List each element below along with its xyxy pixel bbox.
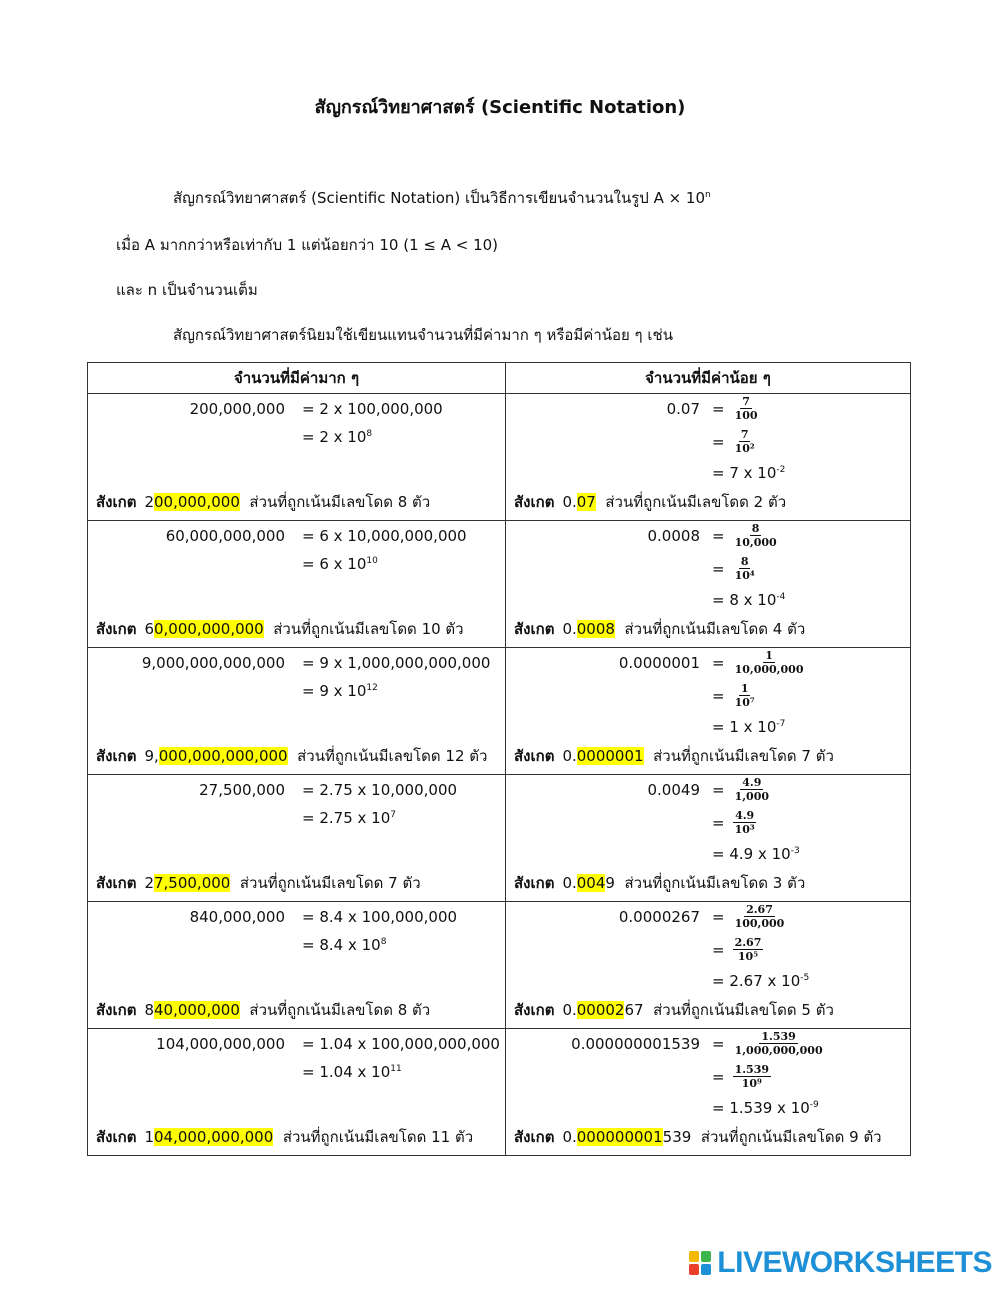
power-fraction-form: = $\frac{7}{\text{10²}}$ xyxy=(712,428,755,455)
intro-line-1: สัญกรณ์วิทยาศาสตร์ (Scientific Notation) เป็นวิธีการเขียนจำนวนในรูป $A \times 10^n$ xyxy=(173,189,711,207)
scientific-form: = 2.67 x $10^{-5}$ xyxy=(712,972,810,990)
small-number: 0.07 xyxy=(666,400,700,418)
scientific-form: = 2 x $10^8$ xyxy=(302,428,373,446)
power-fraction-form: = $\frac{8}{\text{10⁴}}$ xyxy=(712,555,755,582)
fraction-form: = $\frac{7}{100}$ xyxy=(712,395,758,422)
small-number: 0.0008 xyxy=(647,527,700,545)
highlighted-digits: 000,000,000,000 xyxy=(158,747,288,765)
scientific-form: = 7 x $10^{-2}$ xyxy=(712,464,786,482)
fraction-form: = $\frac{1.539}{1,000,000,000}$ xyxy=(712,1030,823,1057)
notation-table xyxy=(87,362,911,1156)
observation-note: สังเกต 0.07 ส่วนที่ถูกเน้นมีเลขโดด 2 ตัว xyxy=(514,493,787,511)
expanded-form: = 9 x 1,000,000,000,000 xyxy=(302,654,491,672)
scientific-form: = 4.9 x $10^{-3}$ xyxy=(712,845,800,863)
highlighted-digits: 000000001 xyxy=(576,1128,663,1146)
logo-square xyxy=(689,1264,699,1275)
expanded-form: = 6 x 10,000,000,000 xyxy=(302,527,467,545)
small-number-cell xyxy=(506,902,911,1029)
expanded-form: = 2 x 100,000,000 xyxy=(302,400,443,418)
observation-note: สังเกต 0.0049 ส่วนที่ถูกเน้นมีเลขโดด 3 ตัว xyxy=(514,874,806,892)
expanded-form: = 8.4 x 100,000,000 xyxy=(302,908,458,926)
fraction-form: = $\frac{2.67}{100,000}$ xyxy=(712,903,785,930)
logo-mark-icon xyxy=(689,1251,711,1275)
observation-note: สังเกต 60,000,000,000 ส่วนที่ถูกเน้นมีเลขโดด 10 ตัว xyxy=(96,620,464,638)
expanded-form: = 2.75 x 10,000,000 xyxy=(302,781,458,799)
large-number: 104,000,000,000 xyxy=(156,1035,285,1053)
scientific-form: = 1 x $10^{-7}$ xyxy=(712,718,786,736)
scientific-form: = 9 x $10^{12}$ xyxy=(302,682,378,700)
highlighted-digits: 00002 xyxy=(576,1001,625,1019)
highlighted-digits: 004 xyxy=(576,874,606,892)
scientific-form: = 8 x $10^{-4}$ xyxy=(712,591,786,609)
large-number: 9,000,000,000,000 xyxy=(141,654,285,672)
observation-note: สังเกต 9,000,000,000,000 ส่วนที่ถูกเน้นมีเลขโดด 12 ตัว xyxy=(96,747,488,765)
header-large-numbers: จำนวนที่มีค่ามาก ๆ xyxy=(88,363,506,394)
highlighted-digits: 0,000,000,000 xyxy=(153,620,264,638)
table-row xyxy=(88,521,911,648)
observation-note: สังเกต 200,000,000 ส่วนที่ถูกเน้นมีเลขโดด 8 ตัว xyxy=(96,493,431,511)
highlighted-digits: 7,500,000 xyxy=(153,874,231,892)
table-row xyxy=(88,1029,911,1156)
small-number: 0.0000001 xyxy=(618,654,700,672)
large-number-cell xyxy=(88,648,506,775)
highlighted-digits: 00,000,000 xyxy=(153,493,240,511)
table-header-row xyxy=(88,363,911,394)
highlighted-digits: 0000001 xyxy=(576,747,644,765)
large-number-cell xyxy=(88,1029,506,1156)
small-number-cell xyxy=(506,648,911,775)
small-number-cell xyxy=(506,394,911,521)
table-row xyxy=(88,775,911,902)
small-number: 0.0049 xyxy=(647,781,700,799)
header-small-numbers: จำนวนที่มีค่าน้อย ๆ xyxy=(506,363,911,394)
large-number: 60,000,000,000 xyxy=(165,527,285,545)
logo-square xyxy=(689,1251,699,1262)
observation-note: สังเกต 0.000000001539 ส่วนที่ถูกเน้นมีเลขโดด 9 ตัว xyxy=(514,1128,882,1146)
power-fraction-form: = $\frac{1.539}{\text{10⁹}}$ xyxy=(712,1063,770,1090)
table-row xyxy=(88,394,911,521)
power-fraction-form: = $\frac{1}{\text{10⁷}}$ xyxy=(712,682,755,709)
scientific-form: = 2.75 x $10^7$ xyxy=(302,809,396,827)
intro-line-2: เมื่อ A มากกว่าหรือเท่ากับ 1 แต่น้อยกว่า 10 (1 ≤ A < 10) xyxy=(116,236,499,254)
observation-note: สังเกต 27,500,000 ส่วนที่ถูกเน้นมีเลขโดด 7 ตัว xyxy=(96,874,421,892)
small-number: 0.0000267 xyxy=(618,908,700,926)
scientific-form: = 6 x $10^{10}$ xyxy=(302,555,378,573)
observation-note: สังเกต 0.0000267 ส่วนที่ถูกเน้นมีเลขโดด 5 ตัว xyxy=(514,1001,834,1019)
table-row xyxy=(88,648,911,775)
power-fraction-form: = $\frac{4.9}{\text{10³}}$ xyxy=(712,809,755,836)
page-title: สัญกรณ์วิทยาศาสตร์ (Scientific Notation) xyxy=(314,97,686,118)
observation-note: สังเกต 0.0008 ส่วนที่ถูกเน้นมีเลขโดด 4 ตัว xyxy=(514,620,806,638)
logo-text: LIVEWORKSHEETS xyxy=(717,1246,992,1279)
large-number: 200,000,000 xyxy=(189,400,285,418)
highlighted-digits: 40,000,000 xyxy=(153,1001,240,1019)
small-number: 0.000000001539 xyxy=(571,1035,700,1053)
highlighted-digits: 04,000,000,000 xyxy=(153,1128,274,1146)
table-row xyxy=(88,902,911,1029)
fraction-form: = $\frac{1}{10,000,000}$ xyxy=(712,649,804,676)
observation-note: สังเกต 840,000,000 ส่วนที่ถูกเน้นมีเลขโดด 8 ตัว xyxy=(96,1001,431,1019)
large-number: 840,000,000 xyxy=(189,908,285,926)
logo-square xyxy=(701,1251,711,1262)
large-number-cell xyxy=(88,902,506,1029)
small-number-cell xyxy=(506,521,911,648)
highlighted-digits: 07 xyxy=(576,493,596,511)
small-number-cell xyxy=(506,775,911,902)
large-number-cell xyxy=(88,394,506,521)
power-fraction-form: = $\frac{2.67}{\text{10⁵}}$ xyxy=(712,936,762,963)
scientific-form: = 1.539 x $10^{-9}$ xyxy=(712,1099,819,1117)
large-number: 27,500,000 xyxy=(199,781,285,799)
intro-line-4: สัญกรณ์วิทยาศาสตร์นิยมใช้เขียนแทนจำนวนที่มีค่ามาก ๆ หรือมีค่าน้อย ๆ เช่น xyxy=(173,326,673,344)
large-number-cell xyxy=(88,521,506,648)
liveworksheets-logo xyxy=(689,1243,992,1283)
observation-note: สังเกต 0.0000001 ส่วนที่ถูกเน้นมีเลขโดด 7 ตัว xyxy=(514,747,834,765)
intro-line-3: และ n เป็นจำนวนเต็ม xyxy=(116,281,258,299)
large-number-cell xyxy=(88,775,506,902)
highlighted-digits: 0008 xyxy=(576,620,615,638)
expanded-form: = 1.04 x 100,000,000,000 xyxy=(302,1035,500,1053)
observation-note: สังเกต 104,000,000,000 ส่วนที่ถูกเน้นมีเลขโดด 11 ตัว xyxy=(96,1128,474,1146)
logo-square xyxy=(701,1264,711,1275)
scientific-form: = 8.4 x $10^8$ xyxy=(302,936,387,954)
fraction-form: = $\frac{8}{10,000}$ xyxy=(712,522,777,549)
fraction-form: = $\frac{4.9}{1,000}$ xyxy=(712,776,770,803)
scientific-form: = 1.04 x $10^{11}$ xyxy=(302,1063,402,1081)
small-number-cell xyxy=(506,1029,911,1156)
